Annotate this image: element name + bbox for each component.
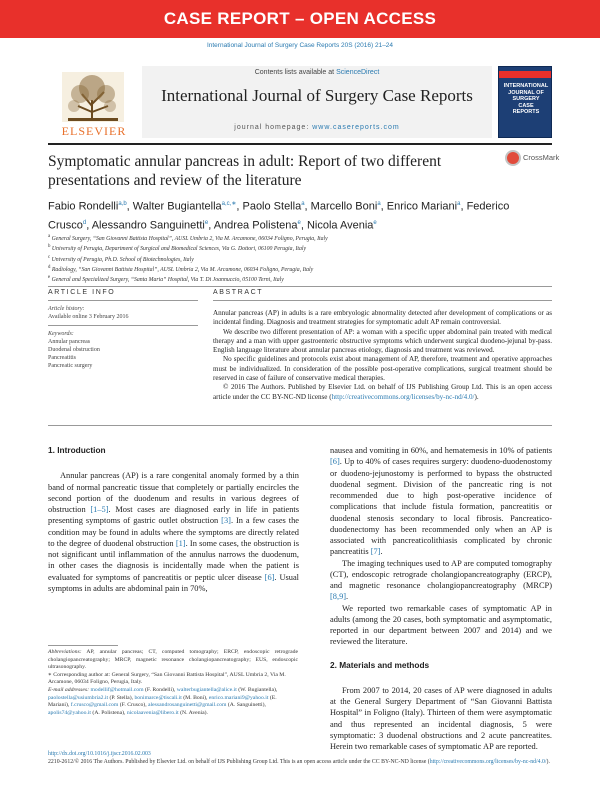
- affiliation-item: [48, 243, 552, 253]
- footer-license: [48, 759, 552, 767]
- article-info-rule: [48, 300, 198, 301]
- affiliation-sup: c: [48, 254, 51, 260]
- crossmark-icon: [505, 150, 521, 166]
- body-paragraph: We reported two remarkable cases of symptomatic AP in adults (among the 20 cases, both symptomatic and asymptomatic, reported in our department between 2007 and 2014) and we reviewed the literature.: [330, 603, 552, 647]
- author-name[interactable]: Nicola Avenia: [306, 219, 374, 232]
- elsevier-logo[interactable]: [48, 66, 140, 138]
- article-footer: [48, 751, 552, 766]
- keyword-item[interactable]: Duodenal obstruction: [48, 347, 100, 353]
- email-owner: (A. Polistena),: [91, 709, 127, 716]
- footnote-rule: [48, 645, 118, 646]
- author-sup[interactable]: a: [457, 201, 461, 207]
- email-owner: (N. Avenia).: [178, 709, 208, 716]
- corresponding-note: ∗ Corresponding author at: General Surgery, “San Giovanni Battista Hospital”, AUSL Umbria 2, Via M. Arcamone, 06034 Foligno, Perugia, Italy.: [48, 671, 286, 686]
- intro-text: . Usual symptoms in adults are abdominal pain in 70%,: [48, 572, 299, 593]
- body-paragraph: [330, 445, 552, 558]
- email-link[interactable]: walterbugiantella@alice.it: [176, 686, 237, 693]
- copyright-end: ).: [474, 392, 479, 401]
- intro-text: . Most cases are diagnosed early in life in patients presenting symptoms of gastric outlet obstruction: [48, 505, 299, 526]
- abstract-heading: ABSTRACT: [213, 289, 264, 296]
- cover-line: JOURNAL OF: [508, 89, 544, 96]
- affiliation-sup: b: [48, 244, 51, 250]
- cover-line: REPORTS: [512, 109, 540, 115]
- keyword-item[interactable]: Annular pancreas: [48, 339, 91, 345]
- author-name[interactable]: Enrico Mariani: [386, 200, 458, 213]
- left-column: [48, 445, 299, 594]
- body-text: . Up to 40% of cases requires surgery: duodeno-duodenostomy or duodeno-jejunostomy is performed to bypass the obstructed duodenal segment. Division of the pancreatic ring is not recommended due to high post-operative incidence of complications that include fistula formation, pancreatitis or duodenal stenosis secondary to local fibrosis. Pancreatico-duodenectomy has been recommended only when an AP is associated with pancreaticolithiasis complicated by chronic pancreatitis: [330, 457, 552, 557]
- keyword-item[interactable]: Pancreatitis: [48, 355, 76, 361]
- body-text: .: [380, 547, 383, 557]
- journal-header: [142, 66, 492, 138]
- author-name[interactable]: Alessandro Sanguinetti: [91, 219, 205, 232]
- license-link[interactable]: http://creativecommons.org/licenses/by-nc-nd/4.0/: [331, 392, 475, 401]
- author-sup[interactable]: e: [204, 219, 209, 226]
- intro-text: . In some cases, the obstruction is not significant until inflammation of the annulus narrows the duodenum, in other cases the diagnosis is incidentally made when the patient is evaluated for symptoms of pancreatitis or peptic ulcer disease: [48, 538, 300, 582]
- abbreviations-label: Abbreviations:: [48, 649, 82, 655]
- body-text: .: [346, 592, 349, 602]
- introduction-heading: 1. Introduction: [48, 445, 106, 455]
- email-link[interactable]: f.crusco@gmail.com: [70, 702, 119, 709]
- footer-license-text: 2210-2612/© 2016 The Authors. Published by Elsevier Ltd. on behalf of IJS Publishing Group Ltd. This is an open access article under the CC BY-NC-ND license (: [48, 758, 430, 765]
- homepage-line: [142, 124, 492, 131]
- citation-ref[interactable]: [6]: [264, 572, 275, 582]
- citation-ref[interactable]: [1]: [175, 538, 186, 548]
- cover-title: [502, 83, 550, 116]
- affiliation-sup: a: [48, 234, 51, 239]
- abstract-paragraph: We describe two different presentation of AP: a woman with a specific upper abdominal pain treated with medical therapy and a man with upper gastroenteric obstructive symptoms which underwent surgical duodeno-jejunal by-pass. English language literature about annular pancreas etiology, diagnosis and treatment was reviewed.: [213, 327, 552, 355]
- affiliation-text: General and Specialized Surgery, “Santa Maria” Hospital, Via T. Di Joannuccio, 05100 Terni, Italy: [51, 277, 284, 284]
- abbreviations-note: [48, 649, 298, 672]
- intro-paragraph: [48, 470, 299, 594]
- author-sup[interactable]: a: [377, 201, 381, 207]
- affiliation-sup: d: [48, 264, 51, 270]
- history-label: Article history:: [48, 306, 85, 312]
- abstract-rule: [213, 300, 552, 301]
- contents-prefix: Contents lists available at: [254, 69, 335, 76]
- elsevier-wordmark: ELSEVIER: [61, 124, 127, 138]
- email-owner: (P. Stella),: [108, 694, 134, 701]
- author-name[interactable]: Paolo Stella: [242, 200, 302, 213]
- affiliation-item: [48, 233, 552, 243]
- intro-text: . In a few cases the condition may be found in adults where the symptoms are directly related to the degree of duodenal obstruction: [48, 516, 299, 548]
- journal-title: International Journal of Surgery Case Reports: [161, 86, 473, 105]
- email-note: [48, 687, 298, 717]
- author-sup[interactable]: e: [373, 219, 377, 226]
- citation-ref[interactable]: [1–5]: [90, 505, 109, 514]
- abstract-copyright: [213, 383, 552, 402]
- crossmark-label: CrossMark: [523, 153, 560, 162]
- homepage-link[interactable]: www.casereports.com: [312, 124, 400, 131]
- email-owner: (M. Boni),: [181, 694, 209, 701]
- author-sup[interactable]: a: [301, 201, 305, 207]
- email-link[interactable]: apolis74@yahoo.it: [48, 709, 91, 716]
- author-name[interactable]: Fabio Rondelli: [48, 200, 119, 213]
- case-report-banner: CASE REPORT – OPEN ACCESS: [0, 0, 600, 38]
- citation-ref[interactable]: [8,9]: [330, 592, 347, 602]
- sciencedirect-link[interactable]: ScienceDirect: [336, 69, 380, 76]
- author-name[interactable]: Walter Bugiantella: [132, 200, 222, 213]
- author-name[interactable]: Andrea Polistena: [213, 219, 298, 232]
- affiliation-item: [48, 264, 552, 274]
- email-link[interactable]: paolostella@usiumbria2.it: [48, 694, 109, 701]
- paper-title: Symptomatic annular pancreas in adult: Report of two different presentations and review of the literature: [48, 153, 442, 189]
- abstract-paragraph: Annular pancreas (AP) in adults is a rare embryologic abnormality detected after development of complications or as incidental finding. Diagnosis and treatment strategies for symptomatic adult AP remain controversial.: [213, 309, 552, 327]
- cover-band: [499, 71, 552, 78]
- abstract-body: [213, 309, 552, 402]
- crossmark-badge[interactable]: [505, 150, 560, 168]
- affiliation-text: University of Perugia, Ph.D. School of Biotechnologies, Italy: [51, 256, 194, 263]
- author-sup[interactable]: d: [82, 219, 87, 226]
- citation-ref[interactable]: [3]: [221, 516, 231, 526]
- cover-line: INTERNATIONAL: [503, 83, 549, 89]
- cover-line: SURGERY: [512, 96, 540, 102]
- footnotes: [48, 649, 298, 717]
- affiliation-text: University of Perugia, Department of Surgical and Biomedical Sciences, Via G. Dottori, 06100 Perugia, Italy: [51, 246, 307, 253]
- history-value: Available online 3 February 2016: [48, 314, 129, 320]
- body-paragraph: [330, 558, 552, 603]
- keywords-label: Keywords:: [48, 331, 74, 337]
- author-name[interactable]: Marcello Boni: [310, 200, 378, 213]
- citation-ref[interactable]: [6]: [330, 457, 340, 467]
- email-owner: (A. Sanguinetti),: [226, 702, 266, 709]
- email-owner: (W. Bugiantella),: [236, 686, 278, 693]
- affiliation-text: Radiology, “San Giovanni Battista Hospital”, AUSL Umbria 2, Via M. Arcamone, 06034 Foligno, Perugia, Italy: [51, 266, 314, 273]
- journal-citation[interactable]: International Journal of Surgery Case Reports 20S (2016) 21–24: [206, 42, 394, 49]
- doi-link[interactable]: http://dx.doi.org/10.1016/j.ijscr.2016.02.003: [48, 751, 151, 757]
- journal-cover[interactable]: [498, 66, 552, 138]
- email-link[interactable]: bonimarce@tiscali.it: [134, 694, 182, 701]
- email-label: E-mail addresses:: [48, 686, 90, 693]
- body-text: nausea and vomiting in 60%, and hematemesis in 10% of patients: [330, 446, 552, 455]
- article-info-heading: ARTICLE INFO: [48, 289, 116, 296]
- abstract-paragraph: No specific guidelines and protocols exist about management of AP, therefore, treatment and operative approaches must be individualized. In consideration of the possible post-operative complications, surgical treatment should be reserved in case of failure of conservative medical therapies.: [213, 355, 552, 383]
- body-text: The imaging techniques used to AP are computed tomography (CT), endoscopic retrograde cholangiopancreatography (ERCP), and magnetic resonance cholangiopancreatography (MRCP): [330, 558, 552, 590]
- section-rule: [48, 286, 552, 287]
- contents-line: [142, 69, 492, 76]
- homepage-prefix: journal homepage:: [234, 124, 310, 131]
- header-rule: [48, 143, 552, 145]
- affiliation-list: [48, 233, 552, 285]
- keyword-item[interactable]: Pancreatic surgery: [48, 363, 93, 369]
- methods-heading: 2. Materials and methods: [330, 659, 430, 670]
- email-owner: (F. Rondelli),: [143, 686, 176, 693]
- footer-license-end: ).: [546, 758, 550, 765]
- email-owner: (E. Mariani),: [48, 694, 277, 709]
- email-link[interactable]: nicolaavenia@libero.it: [126, 709, 179, 716]
- author-sup[interactable]: a,b: [118, 201, 127, 207]
- affiliation-text: General Surgery, “San Giovanni Battista Hospital”, AUSL Umbria 2, Via M. Arcamone, 06034 Foligno, Perugia, Italy: [51, 235, 328, 242]
- cover-line: CASE: [518, 102, 534, 109]
- article-info: [48, 305, 198, 370]
- email-link[interactable]: enrico.mariani9@yahoo.it: [208, 694, 269, 701]
- author-sup[interactable]: e: [297, 219, 301, 226]
- email-owner: (F. Crusco),: [118, 702, 149, 709]
- copyright-text: © 2016 The Authors. Published by Elsevier Ltd. on behalf of IJS Publishing Group Ltd. This is an open access article under the CC BY-NC-ND license (: [213, 383, 552, 401]
- affiliation-item: [48, 254, 552, 264]
- intro-text: Annular pancreas (AP) is a rare congenital anomaly formed by a thin band of normal pancreatic tissue that completely or partially encircles the second portion of the duodenum and results in various degrees of obstruction: [48, 471, 299, 514]
- body-paragraph: From 2007 to 2014, 20 cases of AP were diagnosed in adults at the General Surgery Department of “San Giovanni Battista Hospital” in Foligno (Italy). Thirteen of them were asymptomatic and thus represented an incidental diagnosis, 5 were symptomatic: 3 duodenal obstructions and 2 acute pancreatites. Herein two remarkable cases of symptomatic AP are reported.: [330, 685, 552, 751]
- citation-ref[interactable]: [7]: [370, 547, 381, 557]
- author-sup[interactable]: a,c,∗: [221, 201, 237, 207]
- author-name[interactable]: Federico Crusco: [48, 200, 510, 232]
- footer-license-link[interactable]: http://creativecommons.org/licenses/by-nc-nd/4.0/: [429, 758, 547, 765]
- abbreviations-text: AP, annular pancreas; CT, computed tomography; ERCP, endoscopic retrograde cholangiopancreatography; MRCP, magnetic resonance cholangiopancreatography; EUS, endoscopic ultrasonography.: [48, 649, 298, 671]
- abstract-end-rule: [48, 425, 552, 426]
- right-column: [330, 445, 552, 752]
- affiliation-sup: e: [48, 275, 51, 281]
- keywords-rule: [48, 325, 198, 326]
- email-link[interactable]: modellif@hotmail.com: [89, 686, 144, 693]
- email-link[interactable]: alessandrosanguinetti@gmail.com: [148, 702, 227, 709]
- affiliation-item: [48, 274, 552, 284]
- author-list: Fabio Rondelli$^{a,b}$, Walter Bugiantella$^{a,c,∗}$, Paolo Stella$^a$, Marcello Boni$^a$, Enrico Mariani$^a$, Federico Crusco$^d$, Alessandro Sanguinetti$^e$, Andrea Polistena$^e$, Nicola Avenia$^e$: [48, 200, 510, 232]
